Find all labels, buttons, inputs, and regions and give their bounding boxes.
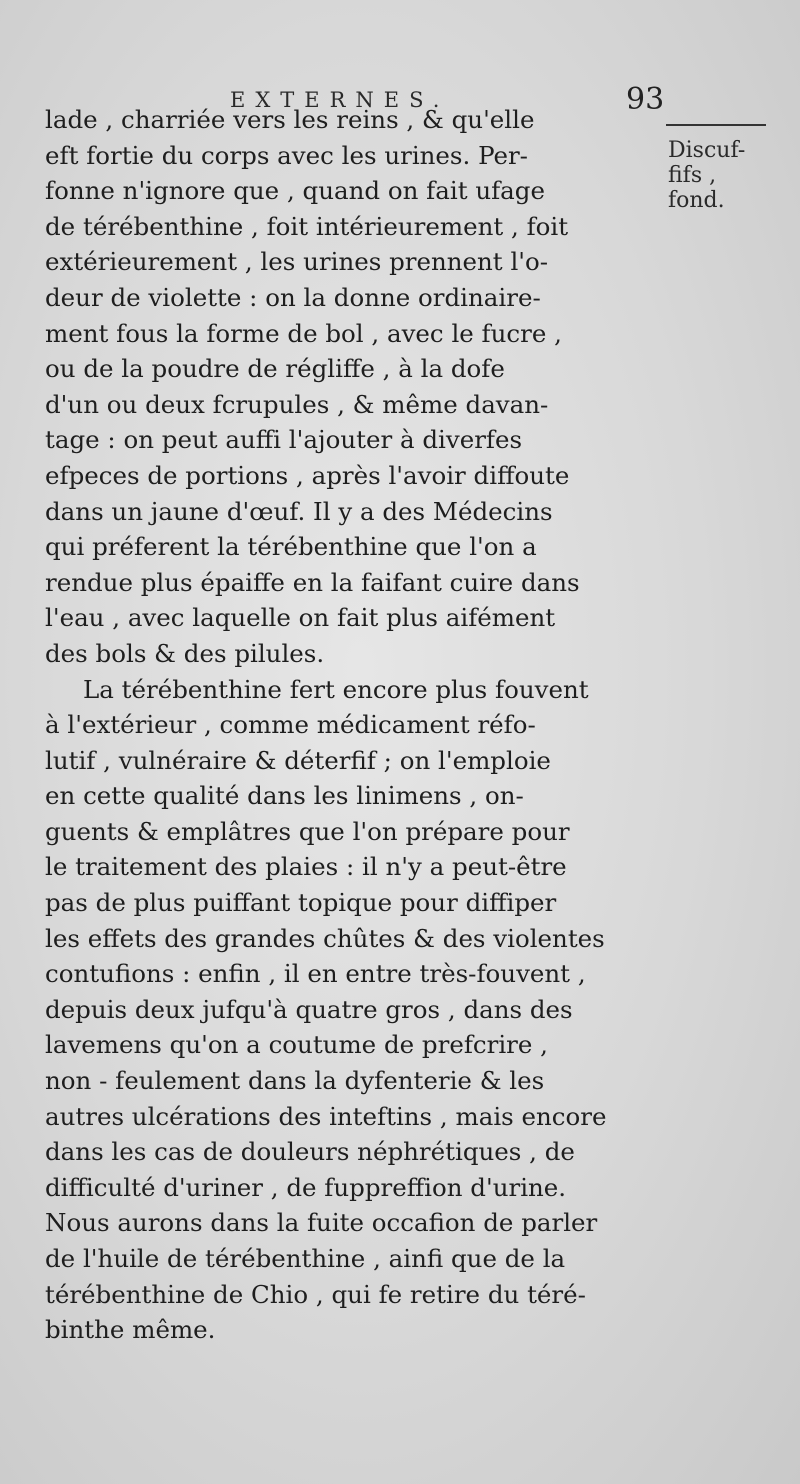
text-line: depuis deux jufqu'à quatre gros , dans des — [45, 994, 573, 1024]
margin-note — [668, 138, 745, 213]
text-line: le traitement des plaies : il n'y a peut-être — [45, 852, 567, 882]
text-line: les effets des grandes chûtes & des violentes — [45, 923, 605, 953]
text-line: fonne n'ignore que , quand on fait ufage — [45, 176, 545, 206]
text-line: dans les cas de douleurs néphrétiques , de — [45, 1137, 575, 1167]
text-line: deur de violette : on la donne ordinaire- — [45, 282, 541, 312]
text-line: tage : on peut auffi l'ajouter à diverfes — [45, 425, 523, 455]
page-number: 93 — [626, 82, 665, 117]
text-line: binthe même. — [45, 1315, 216, 1345]
margin-note-line: fond. — [668, 188, 725, 213]
text-line: pas de plus puiffant topique pour diffiper — [45, 888, 557, 918]
text-line: dans un jaune d'œuf. Il y a des Médecins — [45, 496, 553, 526]
text-line: efpeces de portions , après l'avoir diffoute — [45, 460, 570, 490]
margin-note-line: fifs , — [668, 163, 717, 188]
text-line: lutif , vulnéraire & déterfif ; on l'emploie — [45, 745, 551, 775]
running-head: EXTERNES. — [230, 88, 450, 112]
text-line: ment fous la forme de bol , avec le fucre , — [45, 318, 562, 348]
text-line: La térébenthine fert encore plus fouvent — [83, 674, 589, 704]
text-line: autres ulcérations des inteftins , mais encore — [45, 1101, 607, 1131]
text-line: contufions : enfin , il en entre très-fouvent , — [45, 959, 586, 989]
text-line: eft fortie du corps avec les urines. Per- — [45, 140, 528, 170]
text-line: non - feulement dans la dyfenterie & les — [45, 1066, 545, 1096]
text-line: de térébenthine , foit intérieurement , foit — [45, 211, 569, 241]
text-line: lade , charriée vers les reins , & qu'elle — [45, 105, 535, 134]
text-line: térébenthine de Chio , qui fe retire du téré- — [45, 1279, 586, 1309]
text-line: des bols & des pilules. — [45, 638, 325, 668]
margin-note-line: Discuf- — [668, 138, 746, 163]
text-line: de l'huile de térébenthine , ainfi que de la — [45, 1244, 566, 1273]
text-line: extérieurement , les urines prennent l'o- — [45, 247, 549, 277]
text-line: à l'extérieur , comme médicament réfo- — [45, 710, 536, 740]
text-line: Nous aurons dans la fuite occafion de parler — [45, 1208, 598, 1238]
paragraph-1 — [45, 102, 673, 672]
text-line: qui préferent la térébenthine que l'on a — [45, 532, 537, 562]
paragraph-2 — [45, 672, 673, 1348]
text-line: rendue plus épaiffe en la faifant cuire dans — [45, 567, 580, 597]
text-line: guents & emplâtres que l'on prépare pour — [45, 816, 570, 846]
text-line: en cette qualité dans les linimens , on- — [45, 781, 524, 811]
text-line: difficulté d'uriner , de fuppreffion d'urine. — [45, 1172, 567, 1202]
text-line: l'eau , avec laquelle on fait plus aifément — [45, 603, 556, 633]
body-text — [45, 102, 673, 1348]
margin-rule — [666, 124, 766, 126]
text-line: d'un ou deux fcrupules , & même davan- — [45, 389, 549, 419]
text-line: ou de la poudre de régliffe , à la dofe — [45, 354, 505, 384]
text-line: lavemens qu'on a coutume de prefcrire , — [45, 1030, 548, 1060]
